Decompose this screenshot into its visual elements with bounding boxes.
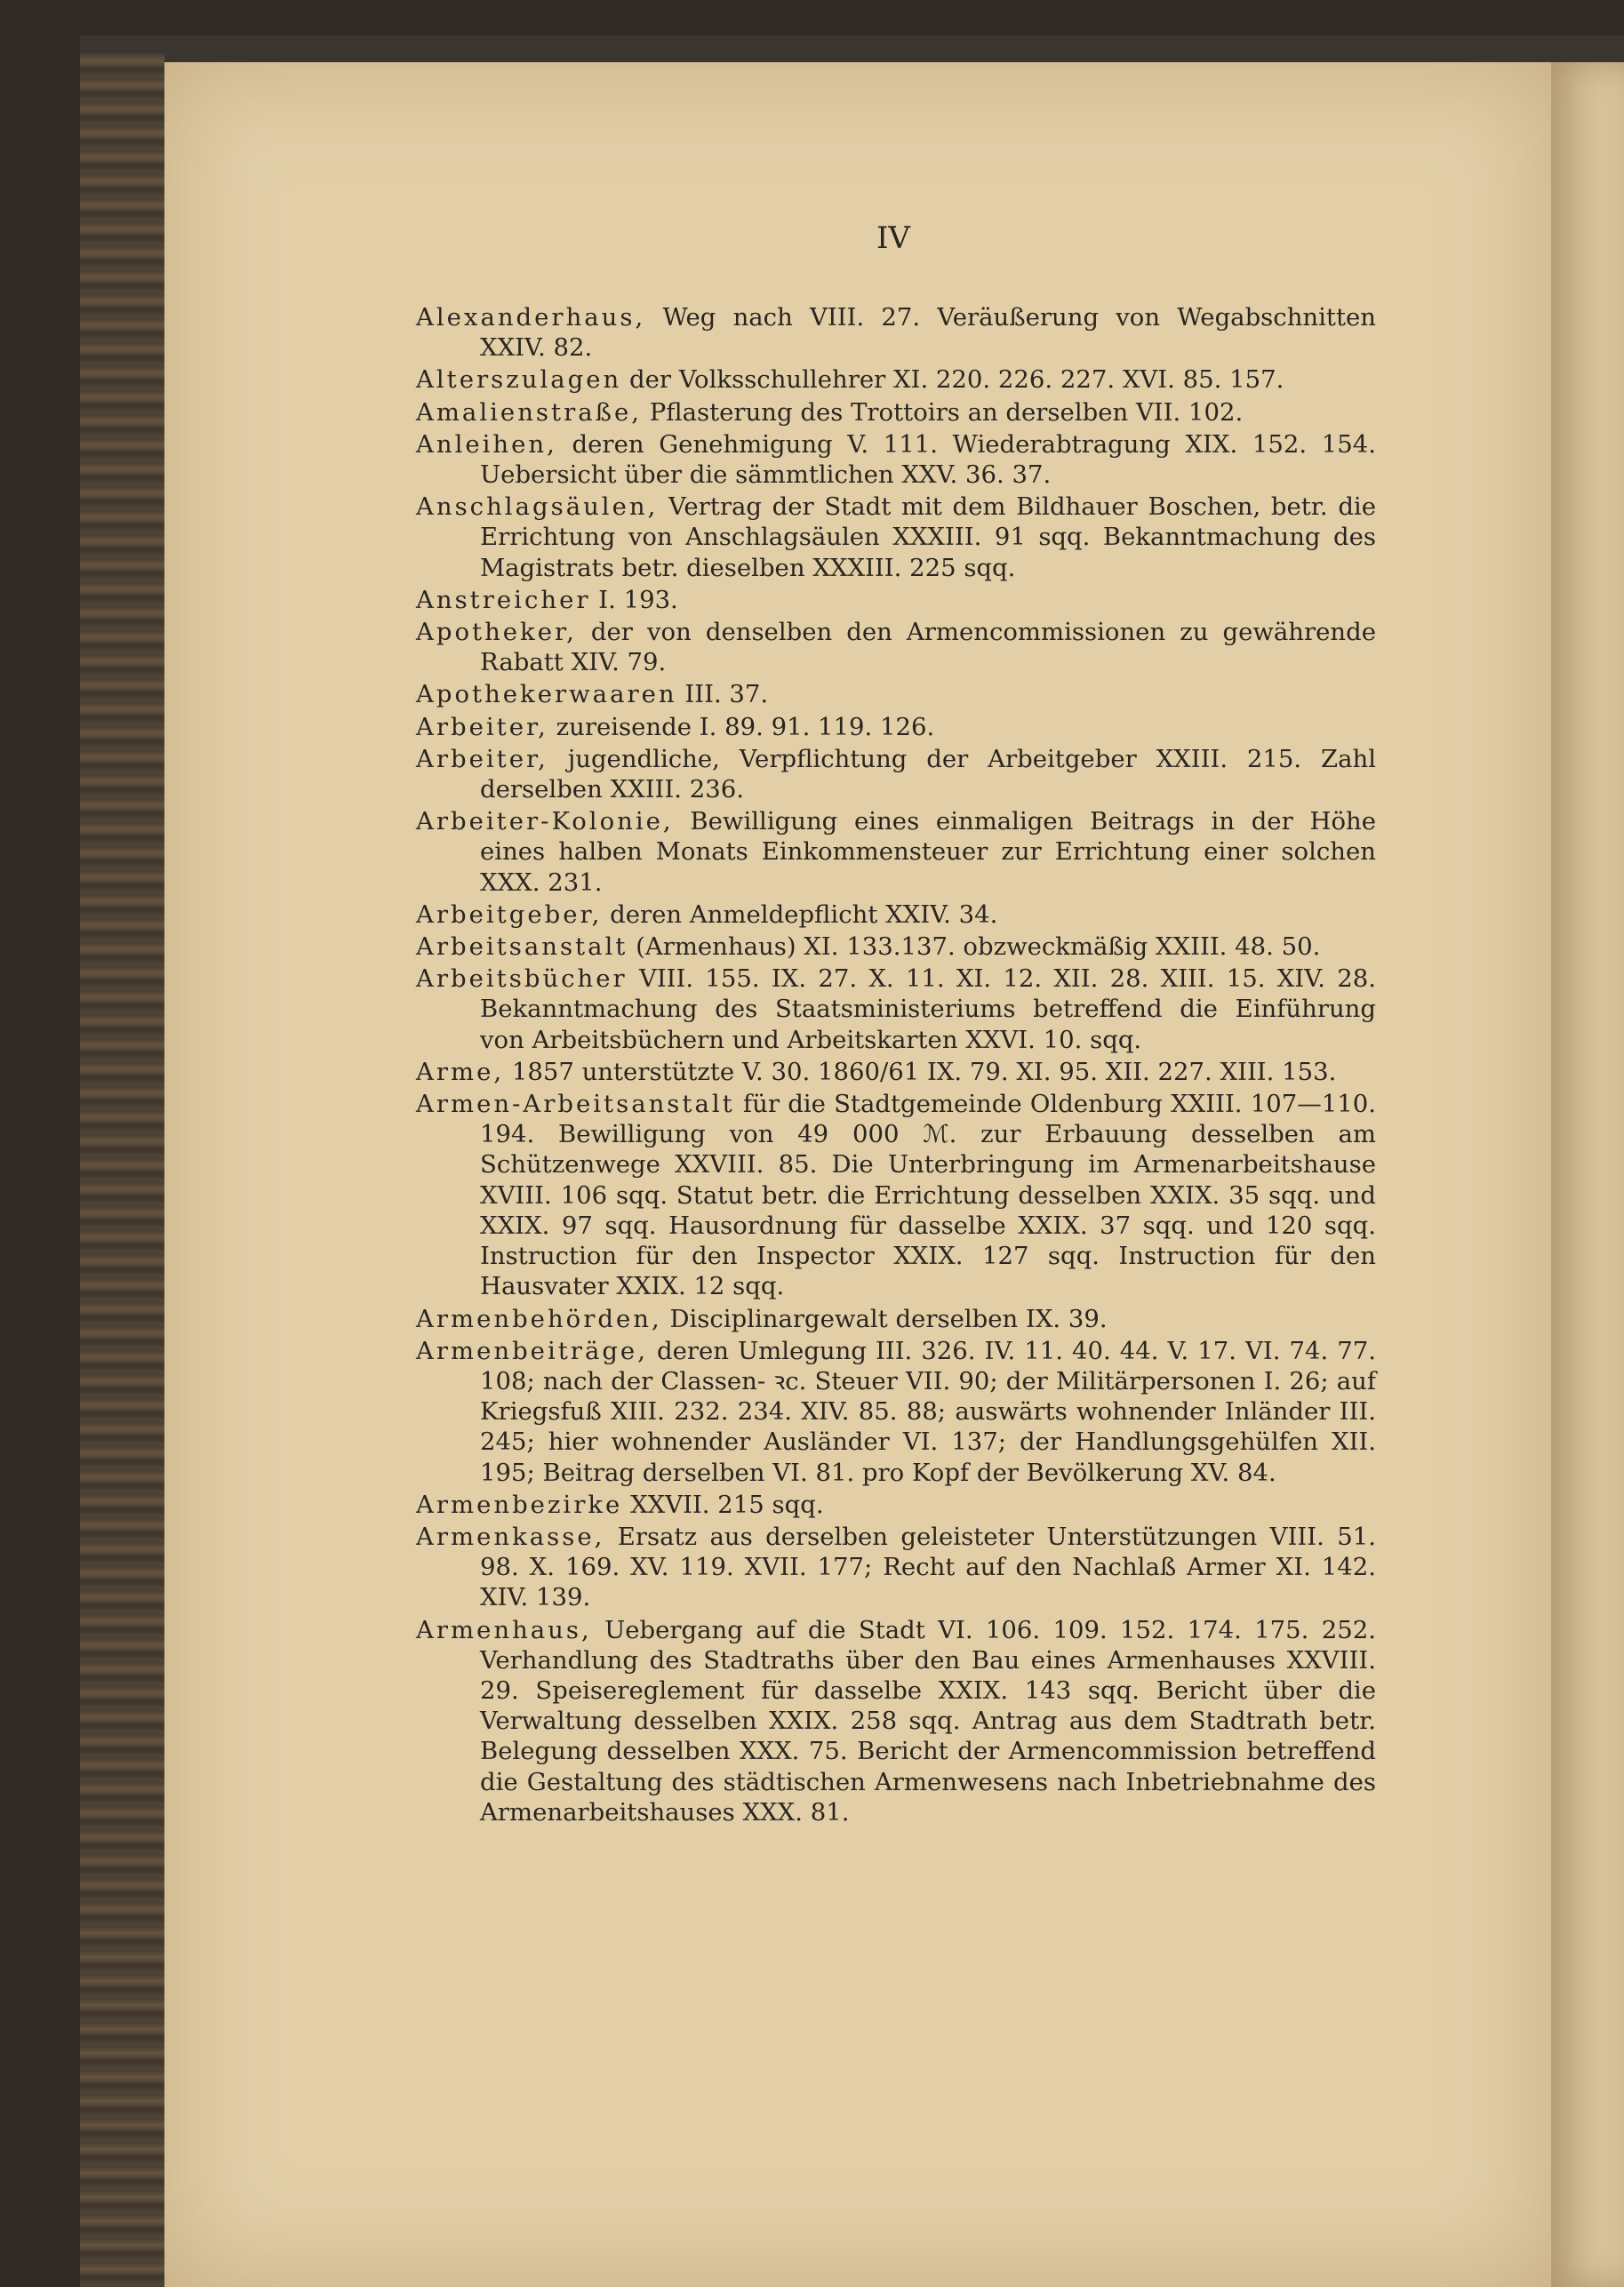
index-entry [416,1490,1376,1520]
index-entry [416,302,1376,363]
index-entry [416,1615,1376,1827]
index-entry [416,964,1376,1055]
entry-text: Uebergang auf die Stadt VI. 106. 109. 152. 174. 175. 252. Verhandlung des Stadtraths über den Bau eines Armenhauses XXVIII. 29. Speisereglement für dasselbe XXIX. 143 sqq. Bericht über die Verwaltung desselben XXIX. 258 sqq. Antrag aus dem Stadtrath betr. Belegung desselben XXX. 75. Bericht der Armencommission betreffend die Gestaltung des städtischen Armenwesens nach Inbetriebnahme des Armenarbeitshauses XXX. 81. [480,1615,1376,1827]
index-entry [416,364,1376,395]
index-entry [416,1336,1376,1488]
entry-text: Bewilligung eines einmaligen Beitrags in der Höhe eines halben Monats Einkommensteuer zur Errichtung einer solchen XXX. 231. [480,807,1376,897]
index-entry [416,900,1376,930]
index-entry [416,1089,1376,1301]
entry-term: Arbeitgeber, [416,900,603,929]
index-entry [416,679,1376,709]
entry-term: Arme, [416,1057,505,1086]
entry-term: Armenbehörden, [416,1304,662,1333]
entry-text: Vertrag der Stadt mit dem Bildhauer Boschen, betr. die Errichtung von Anschlagsäulen XXXIII. 91 sqq. Bekanntmachung des Magistrats betr. dieselben XXXIII. 225 sqq. [480,492,1376,582]
entry-term: Arbeiter, [416,712,548,741]
entry-text: deren Anmeldepflicht XXIV. 34. [602,900,998,929]
entry-text: 1857 unterstützte V. 30. 1860/61 IX. 79. XI. 95. XII. 227. XIII. 153. [504,1057,1337,1086]
entry-text: XXVII. 215 sqq. [622,1490,824,1519]
entry-text: Disciplinargewalt derselben IX. 39. [661,1304,1108,1333]
entry-term: Anleihen, [416,429,557,459]
entry-term: Armenbeiträge, [416,1336,648,1365]
entry-term: Arbeitsanstalt [416,932,628,962]
entry-text: VIII. 155. IX. 27. X. 11. XI. 12. XII. 28. XIII. 15. XIV. 28. Bekanntmachung des Staatsministeriums betreffend die Einführung von Arbeitsbüchern und Arbeitskarten XXVI. 10. sqq. [480,964,1376,1054]
entry-text: (Armenhaus) XI. 133.137. obzweckmäßig XXIII. 48. 50. [628,932,1321,962]
entry-text: der von denselben den Armencommissionen zu gewährende Rabatt XIV. 79. [480,618,1376,677]
entry-text: deren Genehmigung V. 111. Wiederabtragung XIX. 152. 154. Uebersicht über die sämmtlichen XXV. 36. 37. [480,429,1376,490]
index-entry [416,1057,1376,1087]
entry-text: III. 37. [676,680,769,709]
facing-page-edge [1551,62,1624,2287]
entry-text: Pflasterung des Trottoirs an derselben VII. 102. [642,397,1244,427]
entry-text: Weg nach VIII. 27. Veräußerung von Wegabschnitten XXIV. 82. [480,303,1376,363]
entry-term: Apotheker, [416,618,577,647]
index-entry [416,492,1376,583]
index-list [416,302,1376,1829]
index-entry [416,744,1376,804]
entry-term: Anschlagsäulen, [416,492,659,522]
entry-term: Armenhaus, [416,1615,592,1644]
index-entry [416,429,1376,490]
entry-term: Alexanderhaus, [416,303,646,332]
entry-term: Arbeiter, [416,744,548,773]
entry-text: Ersatz aus derselben geleisteter Unterstützungen VIII. 51. 98. X. 169. XV. 119. XVII. 177; Recht auf den Nachlaß Armer XI. 142. XIV. 139. [480,1522,1376,1612]
entry-term: Apothekerwaaren [416,680,677,709]
entry-term: Armenbezirke [416,1490,623,1519]
entry-term: Amalienstraße, [416,397,642,427]
index-entry [416,1522,1376,1613]
entry-text: zureisende I. 89. 91. 119. 126. [548,712,935,741]
entry-term: Arbeiter-Kolonie, [416,807,674,836]
entry-term: Anstreicher [416,585,591,614]
index-entry [416,806,1376,898]
entry-text: für die Stadtgemeinde Oldenburg XXIII. 107—110. 194. Bewilligung von 49 000 ℳ. zur Erbauung desselben am Schützenwege XXVIII. 85. Die Unterbringung im Armenarbeitshause XVIII. 106 sqq. Statut betr. die Errichtung desselben XXIX. 35 sqq. und XXIX. 97 sqq. Hausordnung für dasselbe XXIX. 37 sqq. und 120 sqq. Instruction für den Inspector XXIX. 127 sqq. Instruction für den Hausvater XXIX. 12 sqq. [480,1090,1376,1301]
page-number: IV [876,220,910,256]
index-entry [416,1304,1376,1334]
entry-text: der Volksschullehrer XI. 220. 226. 227. XVI. 85. 157. [621,365,1284,395]
entry-text: jugendliche, Verpflichtung der Arbeitgeber XXIII. 215. Zahl derselben XXIII. 236. [480,744,1376,804]
entry-term: Arbeitsbücher [416,964,628,994]
index-entry [416,585,1376,615]
index-entry [416,397,1376,428]
entry-term: Armenkasse, [416,1522,605,1551]
book-spine [80,53,164,2287]
index-entry [416,617,1376,677]
entry-text: deren Umlegung III. 326. IV. 11. 40. 44. V. 17. VI. 74. 77. 108; nach der Classen- ꝛc. Steuer VII. 90; der Militärpersonen I. 26; auf Kriegsfuß XIII. 232. 234. XIV. 85. 88; auswärts wohnender Inländer III. 245; hier wohnender Ausländer VI. 137; der Handlungsgehülfen XII. 195; Beitrag derselben VI. 81. pro Kopf der Bevölkerung XV. 84. [480,1336,1376,1487]
entry-term: Alterszulagen [416,365,622,395]
entry-term: Armen-Arbeitsanstalt [416,1090,735,1119]
entry-text: I. 193. [590,585,678,614]
index-entry [416,712,1376,742]
index-entry [416,932,1376,962]
